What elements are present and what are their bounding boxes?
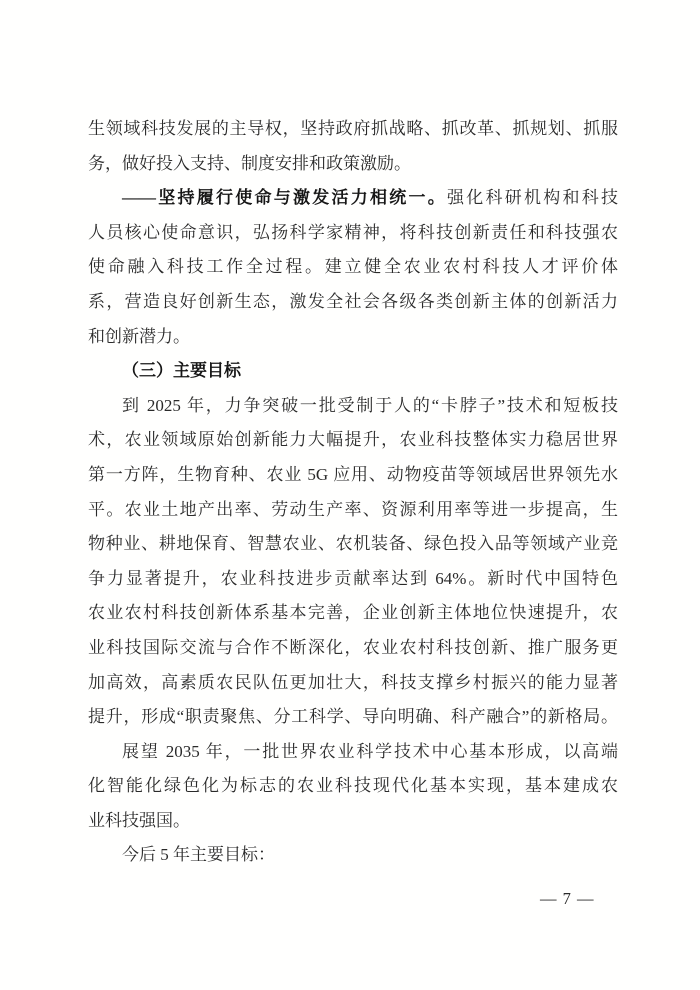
- text-line: 争力显著提升，农业科技进步贡献率达到 64%。新时代中国特色: [88, 568, 618, 588]
- document-body: [88, 112, 618, 873]
- text-line: 系，营造良好创新生态，激发全社会各级各类创新主体的创新活力: [88, 291, 618, 311]
- section-heading: （三）主要目标: [122, 361, 241, 381]
- text-line: 展望 2035 年，一批世界农业科学技术中心基本形成，以高端: [122, 741, 618, 761]
- text-line: 使命融入科技工作全过程。建立健全农业农村科技人才评价体: [88, 257, 618, 277]
- emphasized-lead-in: ——坚持履行使命与激发活力相统一。: [122, 188, 447, 208]
- text-line: 术，农业领域原始创新能力大幅提升，农业科技整体实力稳居世界: [88, 430, 618, 450]
- text-run: 强化科研机构和科技: [447, 188, 618, 208]
- text-line: 第一方阵，生物育种、农业 5G 应用、动物疫苗等领域居世界领先水: [88, 464, 618, 484]
- text-line: 务，做好投入支持、制度安排和政策激励。: [88, 153, 411, 173]
- text-line: 业科技国际交流与合作不断深化，农业农村科技创新、推广服务更: [88, 637, 618, 657]
- page-number: — 7 —: [540, 889, 595, 908]
- text-line: 人员核心使命意识，弘扬科学家精神，将科技创新责任和科技强农: [88, 222, 618, 242]
- text-line: 物种业、耕地保育、智慧农业、农机装备、绿色投入品等领域产业竞: [88, 534, 618, 554]
- text-line: [88, 181, 618, 216]
- text-line: 到 2025 年，力争突破一批受制于人的“卡脖子”技术和短板技: [122, 395, 618, 415]
- text-line: 化智能化绿色化为标志的农业科技现代化基本实现，基本建成农: [88, 776, 618, 796]
- text-line: 农业农村科技创新体系基本完善，企业创新主体地位快速提升，农: [88, 603, 618, 623]
- text-line: 业科技强国。: [88, 810, 190, 830]
- text-line: 今后 5 年主要目标：: [122, 845, 275, 865]
- text-line: 和创新潜力。: [88, 326, 190, 346]
- text-line: 生领域科技发展的主导权，坚持政府抓战略、抓改革、抓规划、抓服: [88, 119, 618, 138]
- text-line: 加高效，高素质农民队伍更加壮大，科技支撑乡村振兴的能力显著: [88, 672, 618, 692]
- text-line: 平。农业土地产出率、劳动生产率、资源利用率等进一步提高，生: [88, 499, 618, 519]
- text-line: 提升，形成“职责聚焦、分工科学、导向明确、科产融合”的新格局。: [88, 707, 618, 727]
